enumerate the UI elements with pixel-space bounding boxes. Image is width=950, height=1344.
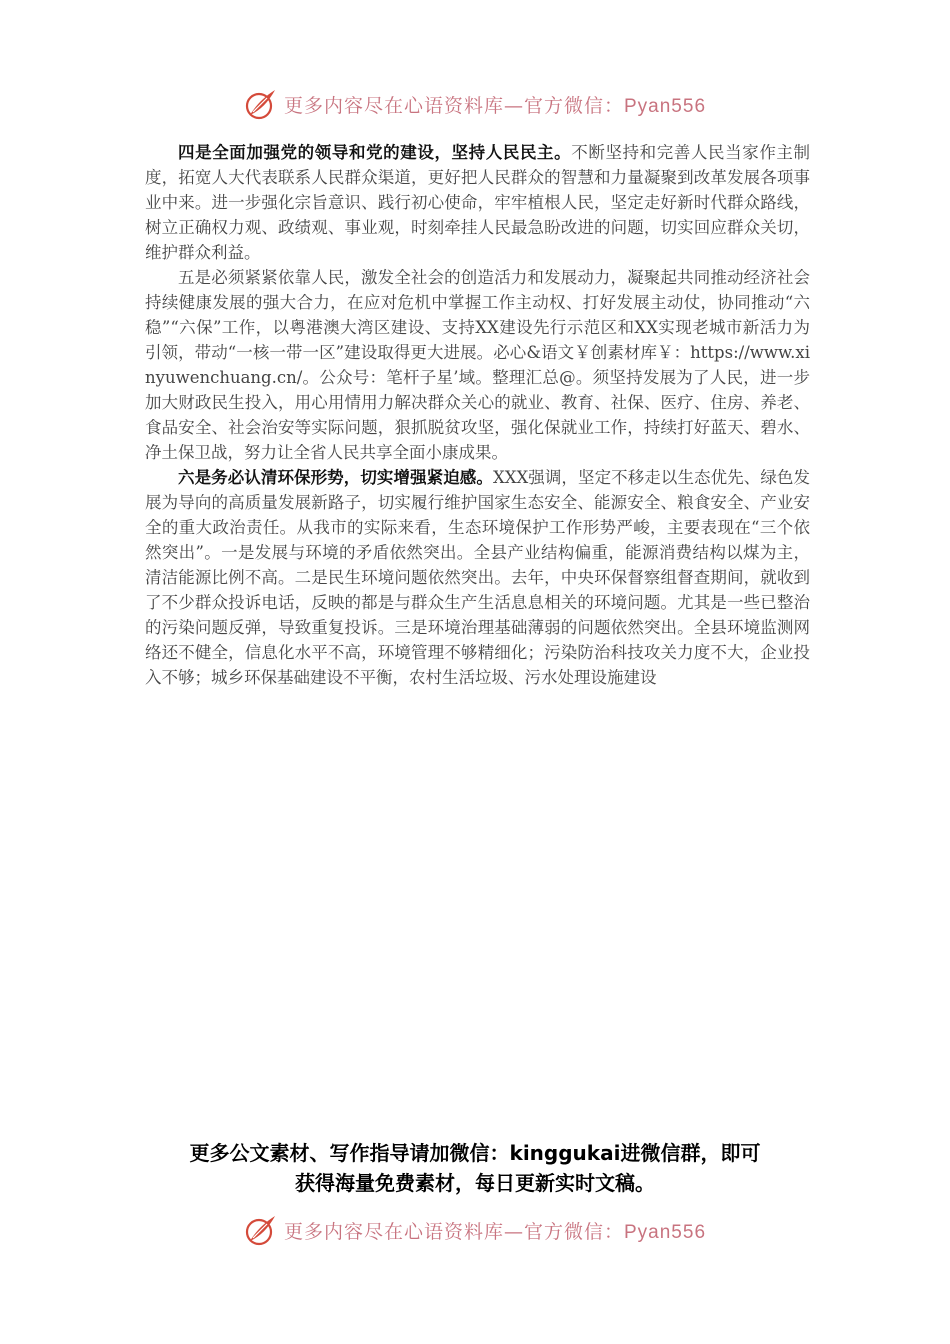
footer-banner bbox=[0, 1210, 950, 1250]
paragraph-5 bbox=[145, 265, 810, 465]
header-wechat-id: Pyan556 bbox=[624, 95, 707, 117]
paragraph-lead: 四是全面加强党的领导和党的建设，坚持人民民主。 bbox=[178, 143, 572, 162]
paragraph-text: 不断坚持和完善人民当家作主制度，拓宽人大代表联系人民群众渠道，更好把人民群众的智慧和力量凝聚到改革发展各项事业中来。进一步强化宗旨意识、践行初心使命，牢牢植根人民，坚定走好新时代群众路线，树立正确权力观、政绩观、事业观，时刻牵挂人民最急盼改进的问题，切实回应群众关切，维护群众利益。 bbox=[145, 143, 811, 262]
header-banner bbox=[0, 84, 950, 124]
header-banner-text: 更多内容尽在心语资料库—官方微信：Pyan556 bbox=[283, 94, 707, 117]
quill-logo-icon bbox=[244, 1213, 278, 1247]
paragraph-6 bbox=[145, 465, 810, 690]
footer-promo-line-1: 更多公文素材、写作指导请加微信：kinggukai进微信群，即可 bbox=[189, 1141, 761, 1165]
footer-promo-line-2: 获得海量免费素材，每日更新实时文稿。 bbox=[295, 1171, 655, 1195]
paragraph-text: XXX强调，坚定不移走以生态优先、绿色发展为导向的高质量发展新路子，切实履行维护国家生态安全、能源安全、粮食安全、产业安全的重大政治责任。从我市的实际来看，生态环境保护工作形势严峻，主要表现在“三个依然突出”。一是发展与环境的矛盾依然突出。全县产业结构偏重，能源消费结构以煤为主，清洁能源比例不高。二是民生环境问题依然突出。去年，中央环保督察组督查期间，就收到了不少群众投诉电话，反映的都是与群众生产生活息息相关的环境问题。尤其是一些已整治的污染问题反弹，导致重复投诉。三是环境治理基础薄弱的问题依然突出。全县环境监测网络还不健全，信息化水平不高，环境管理不够精细化；污染防治科技攻关力度不大，企业投入不够；城乡环保基础建设不平衡，农村生活垃圾、污水处理设施建设 bbox=[145, 468, 810, 687]
footer-banner-text: 更多内容尽在心语资料库—官方微信：Pyan556 bbox=[283, 1220, 707, 1243]
footer-wechat-id: Pyan556 bbox=[624, 1221, 707, 1243]
document-body bbox=[145, 140, 810, 690]
paragraph-text: 五是必须紧紧依靠人民，激发全社会的创造活力和发展动力，凝聚起共同推动经济社会持续健康发展的强大合力，在应对危机中掌握工作主动权、打好发展主动仗，协同推动“六稳”“六保”工作，以粤港澳大湾区建设、支持XX建设先行示范区和XX实现老城市新活力为引领，带动“一核一带一区”建设取得更大进展。必心&语文￥创素材库￥：https://www.xinyuwenchuang.cn/。公众号：笔杆子星’域。整理汇总@。须坚持发展为了人民，进一步加大财政民生投入，用心用情用力解决群众关心的就业、教育、社保、医疗、住房、养老、食品安全、社会治安等实际问题，狠抓脱贫攻坚，强化保就业工作，持续打好蓝天、碧水、净土保卫战，努力让全省人民共享全面小康成果。 bbox=[145, 268, 810, 462]
quill-logo-icon bbox=[244, 87, 278, 121]
paragraph-lead: 六是务必认清环保形势，切实增强紧迫感。 bbox=[178, 468, 493, 487]
paragraph-4 bbox=[145, 140, 810, 265]
footer-promo-note bbox=[120, 1138, 830, 1198]
